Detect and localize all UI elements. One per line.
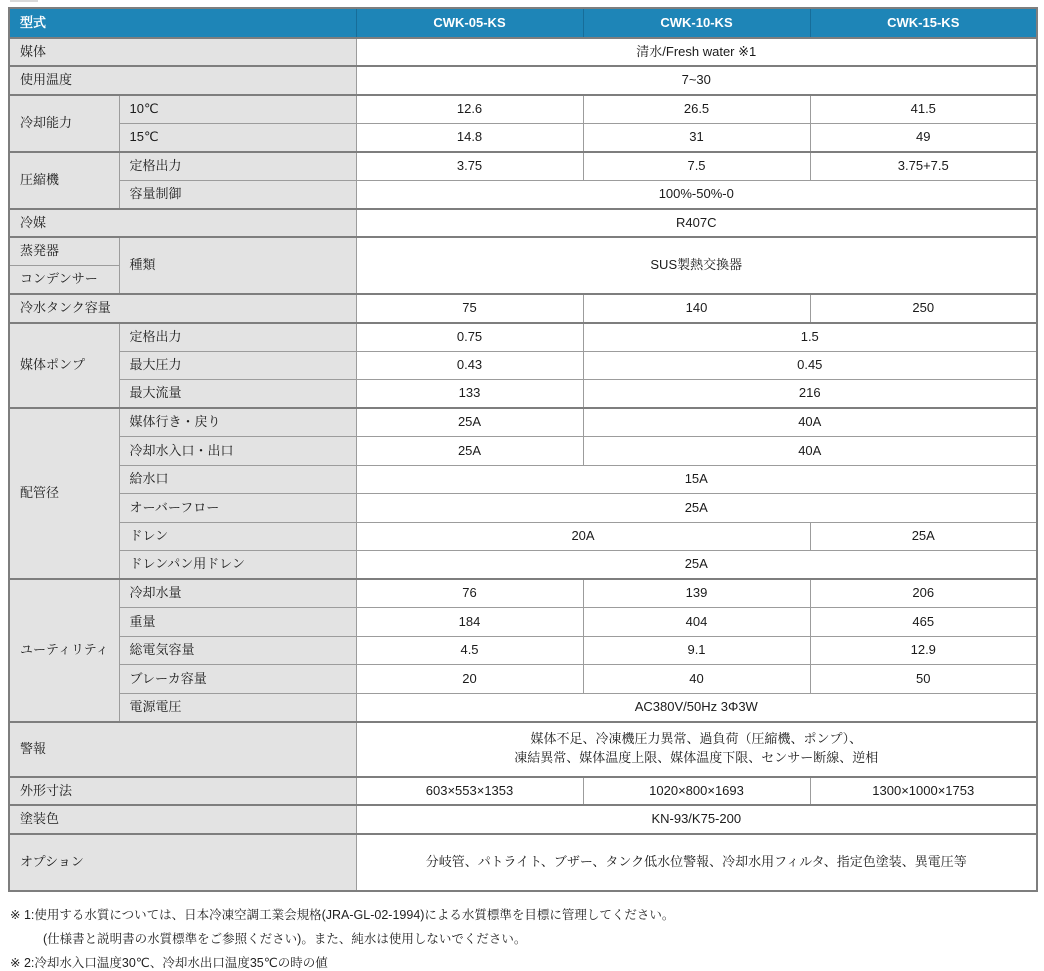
row-group-label: ユーティリティ [9, 579, 119, 722]
value-cell: 媒体不足、冷凍機圧力異常、過負荷（圧縮機、ポンプ）、 凍結異常、媒体温度上限、媒体温度下限、センサー断線、逆相 [356, 722, 1037, 777]
value-cell: 31 [583, 123, 810, 152]
value-cell: 25A [356, 494, 1037, 523]
row-group-label: 冷却能力 [9, 95, 119, 152]
value-cell: 40A [583, 437, 1037, 466]
spec-row [9, 465, 1037, 494]
spec-row [9, 636, 1037, 665]
value-cell: 139 [583, 579, 810, 608]
spec-table [8, 7, 1038, 892]
row-sub-label: 媒体行き・戻り [119, 408, 356, 437]
value-cell: 25A [356, 551, 1037, 580]
value-cell: 1020×800×1693 [583, 777, 810, 806]
value-cell: 7~30 [356, 66, 1037, 95]
value-cell: 0.75 [356, 323, 583, 352]
value-cell: 0.45 [583, 351, 1037, 380]
value-cell: 40A [583, 408, 1037, 437]
value-cell: KN-93/K75-200 [356, 805, 1037, 834]
footnote-line: (仕様書と説明書の水質標準をご参照ください)。また、純水は使用しないでください。 [43, 932, 527, 946]
spec-row [9, 380, 1037, 409]
spec-row [9, 834, 1037, 891]
row-group-label: 外形寸法 [9, 777, 356, 806]
spec-row [9, 351, 1037, 380]
value-cell: 12.6 [356, 95, 583, 124]
value-cell: AC380V/50Hz 3Φ3W [356, 693, 1037, 722]
spec-row [9, 237, 1037, 266]
value-cell: 40 [583, 665, 810, 694]
row-group-label: オプション [9, 834, 356, 891]
footnotes [10, 903, 674, 971]
value-cell: 216 [583, 380, 1037, 409]
model-header-cwk-15-ks: CWK-15-KS [810, 8, 1037, 38]
spec-row [9, 38, 1037, 67]
value-cell: 3.75 [356, 152, 583, 181]
row-sub-label: ドレン [119, 522, 356, 551]
value-cell: 100%-50%-0 [356, 180, 1037, 209]
row-sub-label: 15℃ [119, 123, 356, 152]
crop-artifact [10, 0, 38, 2]
row-sub-label: 電源電圧 [119, 693, 356, 722]
row-sub-label: 冷却水入口・出口 [119, 437, 356, 466]
value-cell: R407C [356, 209, 1037, 238]
value-cell: 15A [356, 465, 1037, 494]
row-group-label: 塗装色 [9, 805, 356, 834]
row-sub-label: ドレンパン用ドレン [119, 551, 356, 580]
value-cell: 76 [356, 579, 583, 608]
row-sub-label: 定格出力 [119, 323, 356, 352]
value-cell: 12.9 [810, 636, 1037, 665]
row-group-label: 圧縮機 [9, 152, 119, 209]
value-cell: 14.8 [356, 123, 583, 152]
value-cell: 20 [356, 665, 583, 694]
row-group-label: コンデンサー [9, 266, 119, 295]
spec-row [9, 294, 1037, 323]
row-sub-label: 重量 [119, 608, 356, 637]
spec-row [9, 209, 1037, 238]
value-cell: 9.1 [583, 636, 810, 665]
row-sub-label: 容量制御 [119, 180, 356, 209]
spec-row [9, 579, 1037, 608]
spec-row [9, 805, 1037, 834]
value-cell: 4.5 [356, 636, 583, 665]
spec-table-body [9, 38, 1037, 891]
spec-row [9, 608, 1037, 637]
value-cell: 465 [810, 608, 1037, 637]
row-group-label: 配管径 [9, 408, 119, 579]
value-cell: 20A [356, 522, 810, 551]
row-sub-label: オーバーフロー [119, 494, 356, 523]
row-sub-label: 最大流量 [119, 380, 356, 409]
model-header-cwk-10-ks: CWK-10-KS [583, 8, 810, 38]
value-cell: 3.75+7.5 [810, 152, 1037, 181]
spec-row [9, 722, 1037, 777]
value-cell: 133 [356, 380, 583, 409]
row-sub-label: 種類 [119, 237, 356, 294]
row-group-label: 媒体ポンプ [9, 323, 119, 409]
value-cell: 25A [810, 522, 1037, 551]
value-cell: 50 [810, 665, 1037, 694]
value-cell: 75 [356, 294, 583, 323]
spec-row [9, 152, 1037, 181]
value-cell: 41.5 [810, 95, 1037, 124]
spec-row [9, 551, 1037, 580]
spec-row [9, 180, 1037, 209]
value-cell: 1.5 [583, 323, 1037, 352]
value-cell: 49 [810, 123, 1037, 152]
spec-row [9, 323, 1037, 352]
value-cell: 1300×1000×1753 [810, 777, 1037, 806]
spec-row [9, 66, 1037, 95]
value-cell: 603×553×1353 [356, 777, 583, 806]
row-group-label: 冷媒 [9, 209, 356, 238]
row-group-label: 使用温度 [9, 66, 356, 95]
row-sub-label: 定格出力 [119, 152, 356, 181]
row-group-label: 冷水タンク容量 [9, 294, 356, 323]
row-sub-label: 給水口 [119, 465, 356, 494]
spec-row [9, 437, 1037, 466]
model-column-title: 型式 [9, 8, 356, 38]
spec-row [9, 777, 1037, 806]
value-cell: 404 [583, 608, 810, 637]
value-cell: 184 [356, 608, 583, 637]
row-sub-label: 冷却水量 [119, 579, 356, 608]
row-group-label: 媒体 [9, 38, 356, 67]
spec-row [9, 123, 1037, 152]
value-cell: 25A [356, 408, 583, 437]
spec-row [9, 522, 1037, 551]
row-sub-label: 最大圧力 [119, 351, 356, 380]
spec-row [9, 408, 1037, 437]
value-cell: 清水/Fresh water ※1 [356, 38, 1037, 67]
footnote-line: ※ 1:使用する水質については、日本冷凍空調工業会規格(JRA-GL-02-1994)による水質標準を目標に管理してください。 [10, 908, 675, 922]
row-group-label: 警報 [9, 722, 356, 777]
value-cell: 25A [356, 437, 583, 466]
model-header-cwk-05-ks: CWK-05-KS [356, 8, 583, 38]
value-cell: 26.5 [583, 95, 810, 124]
value-cell: 7.5 [583, 152, 810, 181]
row-sub-label: 10℃ [119, 95, 356, 124]
row-sub-label: ブレーカ容量 [119, 665, 356, 694]
spec-row [9, 665, 1037, 694]
value-cell: 250 [810, 294, 1037, 323]
spec-table-header [9, 8, 1037, 38]
row-sub-label: 総電気容量 [119, 636, 356, 665]
footnote-line: ※ 2:冷却水入口温度30℃、冷却水出口温度35℃の時の値 [10, 956, 328, 970]
spec-row [9, 693, 1037, 722]
value-cell: 0.43 [356, 351, 583, 380]
value-cell: SUS製熱交換器 [356, 237, 1037, 294]
spec-row [9, 494, 1037, 523]
row-group-label: 蒸発器 [9, 237, 119, 266]
value-cell: 206 [810, 579, 1037, 608]
value-cell: 140 [583, 294, 810, 323]
spec-row [9, 95, 1037, 124]
value-cell: 分岐管、パトライト、ブザー、タンク低水位警報、冷却水用フィルタ、指定色塗装、異電圧等 [356, 834, 1037, 891]
